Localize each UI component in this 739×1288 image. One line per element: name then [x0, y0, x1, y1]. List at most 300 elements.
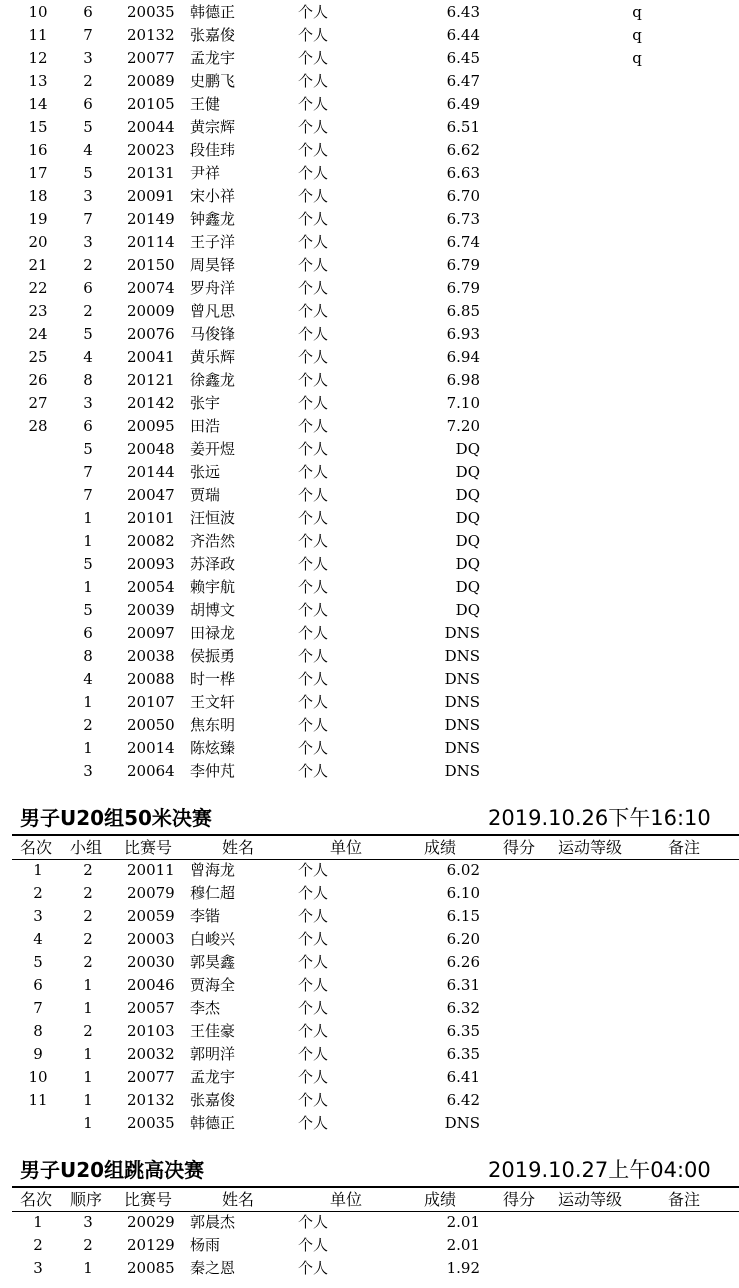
section-title-hj: 男子U20组跳高决赛	[20, 1158, 205, 1182]
bib-cell: 20132	[127, 26, 175, 44]
bib-cell: 20032	[127, 1045, 175, 1063]
group-cell: 1	[83, 999, 93, 1017]
group-cell: 7	[83, 26, 93, 44]
unit-cell: 个人	[298, 210, 329, 228]
name-cell: 郭明洋	[190, 1045, 236, 1063]
group-cell: 3	[83, 762, 93, 780]
group-cell: 7	[83, 210, 93, 228]
name-cell: 徐鑫龙	[190, 371, 236, 389]
unit-cell: 个人	[298, 1259, 329, 1277]
group-cell: 2	[83, 256, 93, 274]
group-cell: 2	[83, 907, 93, 925]
table-row	[0, 1234, 739, 1257]
group-cell: 6	[83, 279, 93, 297]
unit-cell: 个人	[298, 907, 329, 925]
unit-cell: 个人	[298, 26, 329, 44]
group-cell: 2	[83, 716, 93, 734]
result-cell: DNS	[444, 739, 480, 757]
bib-cell: 20142	[127, 394, 175, 412]
name-cell: 王健	[190, 95, 221, 113]
group-cell: 5	[83, 555, 93, 573]
table-row	[0, 1066, 739, 1089]
table-row	[0, 645, 739, 668]
table-row	[0, 93, 739, 116]
group-cell: 2	[83, 861, 93, 879]
unit-cell: 个人	[298, 95, 329, 113]
result-cell: 6.31	[446, 976, 480, 994]
result-cell: 6.35	[446, 1022, 480, 1040]
rank-cell: 11	[28, 1091, 48, 1109]
table-row	[0, 139, 739, 162]
header-level: 运动等级	[558, 1190, 623, 1209]
result-cell: 6.79	[446, 256, 480, 274]
bib-cell: 20046	[127, 976, 175, 994]
unit-cell: 个人	[298, 670, 329, 688]
rank-cell: 2	[33, 884, 43, 902]
header-note: 备注	[668, 1190, 701, 1209]
table-row	[0, 24, 739, 47]
name-cell: 李杰	[190, 999, 221, 1017]
result-cell: 6.51	[446, 118, 480, 136]
rank-cell: 11	[28, 26, 48, 44]
name-cell: 穆仁超	[190, 884, 236, 902]
bib-cell: 20011	[127, 861, 175, 879]
table-row	[0, 599, 739, 622]
rank-cell: 8	[33, 1022, 43, 1040]
unit-cell: 个人	[298, 3, 329, 21]
name-cell: 孟龙宇	[190, 1068, 236, 1086]
name-cell: 焦东明	[190, 716, 236, 734]
name-cell: 王文轩	[190, 693, 236, 711]
rank-cell: 10	[28, 1068, 48, 1086]
table-row	[0, 392, 739, 415]
header-note: 备注	[668, 838, 701, 857]
bib-cell: 20085	[127, 1259, 175, 1277]
name-cell: 李锴	[190, 907, 221, 925]
result-cell: 6.98	[446, 371, 480, 389]
group-cell: 5	[83, 440, 93, 458]
unit-cell: 个人	[298, 509, 329, 527]
name-cell: 郭昊鑫	[190, 953, 236, 971]
name-cell: 时一桦	[190, 670, 236, 688]
name-cell: 王子洋	[190, 233, 236, 251]
table-row	[0, 507, 739, 530]
name-cell: 侯振勇	[190, 647, 236, 665]
table-row	[0, 277, 739, 300]
result-cell: DQ	[455, 463, 480, 481]
unit-cell: 个人	[298, 930, 329, 948]
group-cell: 1	[83, 532, 93, 550]
table-row	[0, 1211, 739, 1234]
group-cell: 1	[83, 1259, 93, 1277]
bib-cell: 20038	[127, 647, 175, 665]
unit-cell: 个人	[298, 1236, 329, 1254]
rank-cell: 16	[28, 141, 48, 159]
result-cell: 6.42	[446, 1091, 480, 1109]
table-row	[0, 300, 739, 323]
unit-cell: 个人	[298, 187, 329, 205]
table-row	[0, 553, 739, 576]
name-cell: 贾海全	[190, 976, 236, 994]
rank-cell: 1	[33, 1213, 43, 1231]
rank-cell: 2	[33, 1236, 43, 1254]
result-cell: 6.62	[446, 141, 480, 159]
table-row	[0, 905, 739, 928]
group-cell: 2	[83, 953, 93, 971]
unit-cell: 个人	[298, 49, 329, 67]
table-row	[0, 208, 739, 231]
rank-cell: 3	[33, 1259, 43, 1277]
header-group: 小组	[70, 838, 103, 857]
unit-cell: 个人	[298, 233, 329, 251]
bib-cell: 20050	[127, 716, 175, 734]
table-row	[0, 438, 739, 461]
name-cell: 宋小祥	[190, 187, 236, 205]
bib-cell: 20144	[127, 463, 175, 481]
rank-cell: 19	[28, 210, 48, 228]
table-row	[0, 323, 739, 346]
bib-cell: 20029	[127, 1213, 175, 1231]
bib-cell: 20121	[127, 371, 175, 389]
unit-cell: 个人	[298, 999, 329, 1017]
rank-cell: 4	[33, 930, 43, 948]
bib-cell: 20044	[127, 118, 175, 136]
result-cell: 7.20	[446, 417, 480, 435]
header-top-rule	[12, 1186, 739, 1188]
result-cell: 6.43	[446, 3, 480, 21]
group-cell: 5	[83, 164, 93, 182]
name-cell: 马俊锋	[190, 325, 236, 343]
unit-cell: 个人	[298, 762, 329, 780]
name-cell: 尹祥	[190, 164, 221, 182]
table-row	[0, 928, 739, 951]
rank-cell: 13	[28, 72, 48, 90]
name-cell: 姜开煜	[190, 440, 236, 458]
name-cell: 贾瑞	[190, 486, 221, 504]
result-cell: 1.92	[446, 1259, 480, 1277]
name-cell: 曾海龙	[190, 861, 236, 879]
header-order: 顺序	[70, 1190, 103, 1209]
rank-cell: 27	[28, 394, 48, 412]
group-cell: 2	[83, 1022, 93, 1040]
table-row	[0, 714, 739, 737]
rank-cell: 17	[28, 164, 48, 182]
table-row	[0, 691, 739, 714]
result-cell: DQ	[455, 555, 480, 573]
table-row	[0, 254, 739, 277]
section-time-50m: 2019.10.26下午16:10	[488, 806, 711, 830]
unit-cell: 个人	[298, 348, 329, 366]
rank-cell: 10	[28, 3, 48, 21]
unit-cell: 个人	[298, 256, 329, 274]
bib-cell: 20095	[127, 417, 175, 435]
name-cell: 田禄龙	[190, 624, 236, 642]
group-cell: 1	[83, 1114, 93, 1132]
rank-cell: 6	[33, 976, 43, 994]
table-row	[0, 1089, 739, 1112]
group-cell: 3	[83, 233, 93, 251]
group-cell: 6	[83, 417, 93, 435]
group-cell: 8	[83, 647, 93, 665]
rank-cell: 21	[28, 256, 48, 274]
bib-cell: 20047	[127, 486, 175, 504]
result-cell: 2.01	[446, 1236, 480, 1254]
rank-cell: 5	[33, 953, 43, 971]
bib-cell: 20131	[127, 164, 175, 182]
header-bib: 比赛号	[124, 838, 173, 857]
result-cell: DNS	[444, 647, 480, 665]
unit-cell: 个人	[298, 279, 329, 297]
group-cell: 3	[83, 187, 93, 205]
table-row	[0, 185, 739, 208]
bib-cell: 20107	[127, 693, 175, 711]
unit-cell: 个人	[298, 555, 329, 573]
group-cell: 6	[83, 624, 93, 642]
group-cell: 1	[83, 1045, 93, 1063]
name-cell: 周昊铎	[190, 256, 236, 274]
result-cell: DNS	[444, 716, 480, 734]
bib-cell: 20035	[127, 3, 175, 21]
result-cell: DQ	[455, 440, 480, 458]
bib-cell: 20101	[127, 509, 175, 527]
name-cell: 赖宇航	[190, 578, 236, 596]
rank-cell: 9	[33, 1045, 43, 1063]
name-cell: 汪恒波	[190, 509, 236, 527]
result-cell: 6.35	[446, 1045, 480, 1063]
rank-cell: 3	[33, 907, 43, 925]
result-cell: DNS	[444, 693, 480, 711]
section-title-50m: 男子U20组50米决赛	[20, 806, 212, 830]
table-row	[0, 622, 739, 645]
unit-cell: 个人	[298, 1213, 329, 1231]
table-row	[0, 346, 739, 369]
rank-cell: 25	[28, 348, 48, 366]
unit-cell: 个人	[298, 164, 329, 182]
table-row	[0, 668, 739, 691]
bib-cell: 20014	[127, 739, 175, 757]
table-row	[0, 951, 739, 974]
result-cell: 6.74	[446, 233, 480, 251]
table-row	[0, 882, 739, 905]
bib-cell: 20097	[127, 624, 175, 642]
group-cell: 4	[83, 141, 93, 159]
table-header-50m	[0, 837, 739, 859]
group-cell: 1	[83, 739, 93, 757]
result-cell: 7.10	[446, 394, 480, 412]
rank-cell: 26	[28, 371, 48, 389]
header-name: 姓名	[222, 838, 255, 857]
unit-cell: 个人	[298, 1091, 329, 1109]
group-cell: 1	[83, 1068, 93, 1086]
bib-cell: 20030	[127, 953, 175, 971]
bib-cell: 20082	[127, 532, 175, 550]
name-cell: 陈炫臻	[190, 739, 236, 757]
name-cell: 杨雨	[190, 1236, 221, 1254]
unit-cell: 个人	[298, 118, 329, 136]
result-cell: DNS	[444, 670, 480, 688]
table-row	[0, 162, 739, 185]
result-cell: 6.44	[446, 26, 480, 44]
result-cell: 6.85	[446, 302, 480, 320]
bib-cell: 20132	[127, 1091, 175, 1109]
table-row	[0, 231, 739, 254]
unit-cell: 个人	[298, 141, 329, 159]
unit-cell: 个人	[298, 884, 329, 902]
name-cell: 史鹏飞	[190, 72, 236, 90]
qualify-mark: q	[632, 49, 642, 67]
header-unit: 单位	[330, 838, 363, 857]
group-cell: 5	[83, 325, 93, 343]
result-cell: 6.41	[446, 1068, 480, 1086]
group-cell: 4	[83, 348, 93, 366]
unit-cell: 个人	[298, 394, 329, 412]
unit-cell: 个人	[298, 463, 329, 481]
bib-cell: 20114	[127, 233, 175, 251]
unit-cell: 个人	[298, 739, 329, 757]
name-cell: 韩德正	[190, 1114, 236, 1132]
table-header-hj	[0, 1189, 739, 1211]
result-cell: 6.49	[446, 95, 480, 113]
result-cell: DQ	[455, 601, 480, 619]
bib-cell: 20064	[127, 762, 175, 780]
bib-cell: 20048	[127, 440, 175, 458]
bib-cell: 20041	[127, 348, 175, 366]
section-time-hj: 2019.10.27上午04:00	[488, 1158, 711, 1182]
header-rank: 名次	[20, 838, 53, 857]
unit-cell: 个人	[298, 1114, 329, 1132]
bib-cell: 20035	[127, 1114, 175, 1132]
name-cell: 张嘉俊	[190, 1091, 236, 1109]
unit-cell: 个人	[298, 325, 329, 343]
qualify-mark: q	[632, 3, 642, 21]
name-cell: 胡博文	[190, 601, 236, 619]
group-cell: 2	[83, 884, 93, 902]
header-level: 运动等级	[558, 838, 623, 857]
unit-cell: 个人	[298, 1068, 329, 1086]
rank-cell: 23	[28, 302, 48, 320]
table-row	[0, 70, 739, 93]
rank-cell: 1	[33, 861, 43, 879]
rank-cell: 22	[28, 279, 48, 297]
result-cell: 6.93	[446, 325, 480, 343]
table-row	[0, 974, 739, 997]
name-cell: 白峻兴	[190, 930, 236, 948]
name-cell: 段佳玮	[190, 141, 236, 159]
qualify-mark: q	[632, 26, 642, 44]
rank-cell: 14	[28, 95, 48, 113]
result-cell: DQ	[455, 578, 480, 596]
name-cell: 罗舟洋	[190, 279, 236, 297]
unit-cell: 个人	[298, 417, 329, 435]
group-cell: 6	[83, 3, 93, 21]
name-cell: 黄乐辉	[190, 348, 236, 366]
rank-cell: 20	[28, 233, 48, 251]
bib-cell: 20093	[127, 555, 175, 573]
header-unit: 单位	[330, 1190, 363, 1209]
bib-cell: 20129	[127, 1236, 175, 1254]
unit-cell: 个人	[298, 647, 329, 665]
table-row	[0, 737, 739, 760]
rank-cell: 18	[28, 187, 48, 205]
table-row	[0, 1112, 739, 1135]
group-cell: 1	[83, 509, 93, 527]
bib-cell: 20059	[127, 907, 175, 925]
table-row	[0, 859, 739, 882]
unit-cell: 个人	[298, 976, 329, 994]
table-row	[0, 1020, 739, 1043]
unit-cell: 个人	[298, 440, 329, 458]
result-cell: 6.45	[446, 49, 480, 67]
unit-cell: 个人	[298, 693, 329, 711]
result-cell: 6.02	[446, 861, 480, 879]
group-cell: 7	[83, 486, 93, 504]
rank-cell: 7	[33, 999, 43, 1017]
unit-cell: 个人	[298, 371, 329, 389]
group-cell: 5	[83, 601, 93, 619]
result-cell: 6.10	[446, 884, 480, 902]
result-cell: 2.01	[446, 1213, 480, 1231]
group-cell: 1	[83, 693, 93, 711]
bib-cell: 20089	[127, 72, 175, 90]
header-top-rule	[12, 834, 739, 836]
result-cell: 6.94	[446, 348, 480, 366]
group-cell: 2	[83, 930, 93, 948]
table-row	[0, 1043, 739, 1066]
name-cell: 田浩	[190, 417, 221, 435]
header-bib: 比赛号	[124, 1190, 173, 1209]
name-cell: 郭晨杰	[190, 1213, 236, 1231]
unit-cell: 个人	[298, 861, 329, 879]
group-cell: 4	[83, 670, 93, 688]
group-cell: 2	[83, 72, 93, 90]
table-row	[0, 47, 739, 70]
group-cell: 2	[83, 302, 93, 320]
result-cell: 6.15	[446, 907, 480, 925]
bib-cell: 20088	[127, 670, 175, 688]
name-cell: 孟龙宇	[190, 49, 236, 67]
name-cell: 齐浩然	[190, 532, 236, 550]
name-cell: 韩德正	[190, 3, 236, 21]
bib-cell: 20091	[127, 187, 175, 205]
header-score: 得分	[503, 838, 536, 857]
bib-cell: 20023	[127, 141, 175, 159]
unit-cell: 个人	[298, 953, 329, 971]
table-row	[0, 760, 739, 783]
table-row	[0, 997, 739, 1020]
rank-cell: 15	[28, 118, 48, 136]
unit-cell: 个人	[298, 578, 329, 596]
result-cell: DQ	[455, 532, 480, 550]
rank-cell: 24	[28, 325, 48, 343]
group-cell: 1	[83, 976, 93, 994]
table-row	[0, 369, 739, 392]
table-row	[0, 1257, 739, 1280]
result-cell: 6.70	[446, 187, 480, 205]
unit-cell: 个人	[298, 1045, 329, 1063]
result-cell: 6.20	[446, 930, 480, 948]
unit-cell: 个人	[298, 72, 329, 90]
bib-cell: 20074	[127, 279, 175, 297]
name-cell: 钟鑫龙	[190, 210, 236, 228]
bib-cell: 20149	[127, 210, 175, 228]
unit-cell: 个人	[298, 1022, 329, 1040]
table-row	[0, 461, 739, 484]
table-row	[0, 484, 739, 507]
group-cell: 8	[83, 371, 93, 389]
unit-cell: 个人	[298, 486, 329, 504]
header-name: 姓名	[222, 1190, 255, 1209]
bib-cell: 20009	[127, 302, 175, 320]
